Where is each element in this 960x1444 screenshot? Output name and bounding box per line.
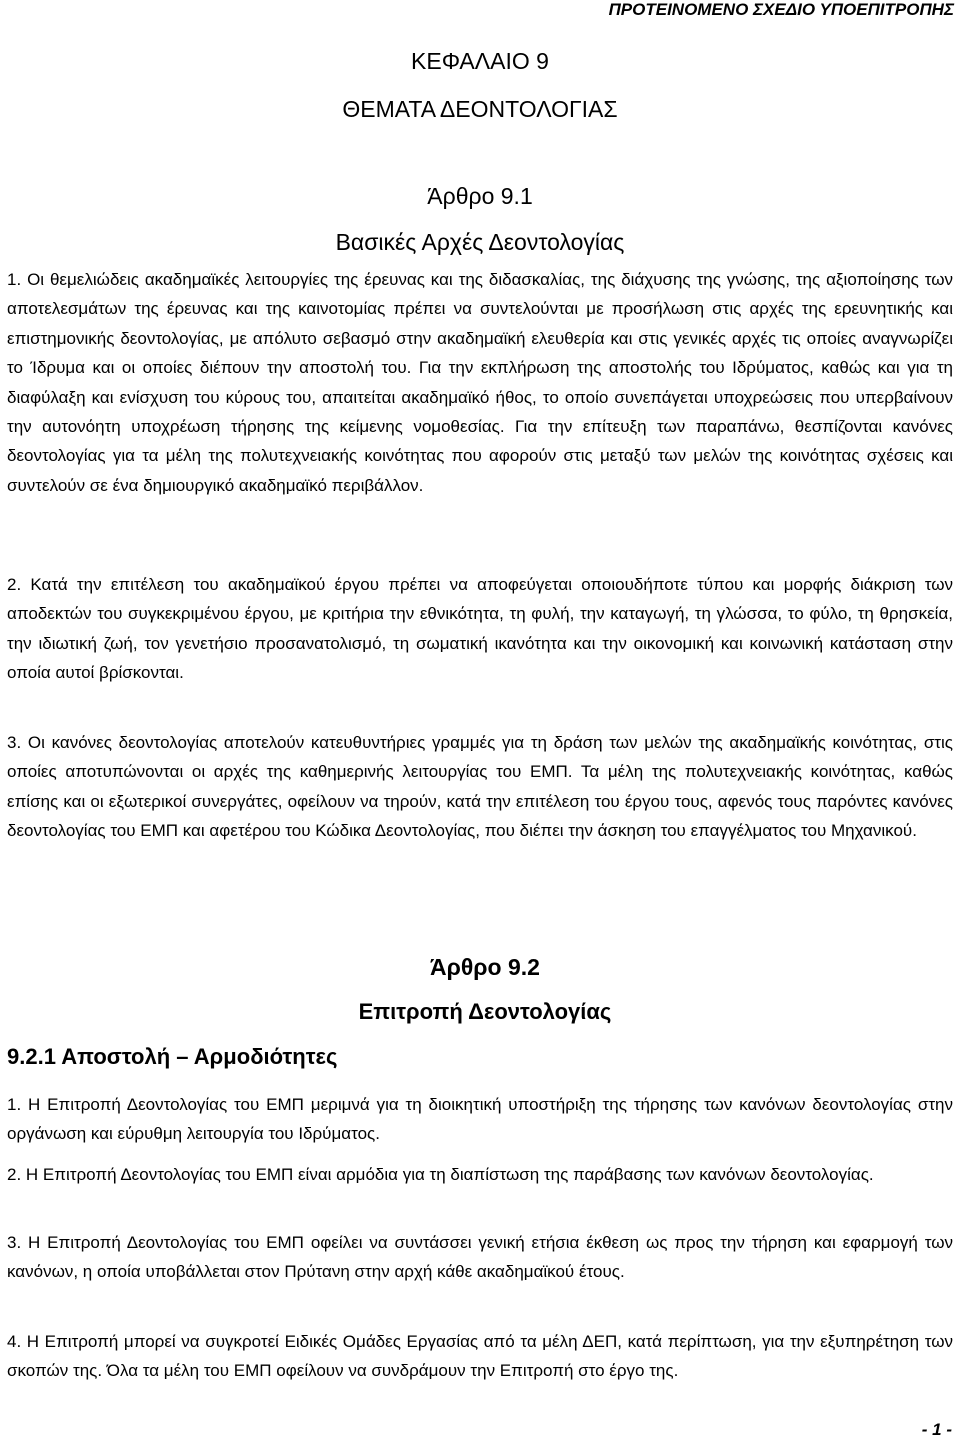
list-item: 4. Η Επιτροπή μπορεί να συγκροτεί Ειδικές Ομάδες Εργασίας από τα μέλη ΔΕΠ, κατά περίπτωση, για την εξυπηρέτηση των σκοπών της. Όλα τα μέλη του ΕΜΠ οφείλουν να συνδράμουν την Επιτροπή στο έργο της. xyxy=(7,1332,953,1381)
article-title: Επιτροπή Δεοντολογίας xyxy=(358,999,612,1024)
list-item: 2. Η Επιτροπή Δεοντολογίας του ΕΜΠ είναι αρμόδια για τη διαπίστωση της παράβασης των κανόνων δεοντολογίας. xyxy=(7,1165,874,1184)
article-paragraph: 2. Κατά την επιτέλεση του ακαδημαϊκού έργου πρέπει να αποφεύγεται οποιουδήποτε τύπου και μορφής διάκριση των αποδεκτών του συγκεκριμένου έργου, με κριτήρια την εθνικότητα, τη φυλή, την καταγωγή, τη γλώσσα, το φύλο, τη θρησκεία, την ιδιωτική ζωή, τον γενετήσιο προσανατολισμό, τη σωματική ικανότητα και την οικονομική και κοινωνική κατάσταση στην οποία αυτοί βρίσκονται. xyxy=(7,575,953,683)
article-number: Άρθρο 9.1 xyxy=(427,183,533,209)
article-title: Βασικές Αρχές Δεοντολογίας xyxy=(335,229,625,255)
article-paragraph: 3. Οι κανόνες δεοντολογίας αποτελούν κατευθυντήριες γραμμές για τη δράση των μελών της ακαδημαϊκής κοινότητας, στις οποίες αποτυπώνονται οι αρχές της καθημερινής λειτουργίας του ΕΜΠ. Τα μέλη της πολυτεχνειακής κοινότητας, καθώς επίσης και οι εξωτερικοί συνεργάτες, οφείλουν να τηρούν, κατά την επιτέλεση του έργου τους, αφενός τους παρόντες κανόνες δεοντολογίας του ΕΜΠ και αφετέρου του Κώδικα Δεοντολογίας, που διέπει την άσκηση του επαγγέλματος του Μηχανικού. xyxy=(7,733,953,841)
document-status-note: ΠΡΟΤΕΙΝΟΜΕΝΟ ΣΧΕΔΙΟ ΥΠΟΕΠΙΤΡΟΠΗΣ xyxy=(608,0,954,19)
page-number: - 1 - xyxy=(921,1420,952,1439)
chapter-title: ΘΕΜΑΤΑ ΔΕΟΝΤΟΛΟΓΙΑΣ xyxy=(342,96,618,122)
article-number: Άρθρο 9.2 xyxy=(430,954,540,980)
list-item: 3. Η Επιτροπή Δεοντολογίας του ΕΜΠ οφείλει να συντάσσει γενική ετήσια έκθεση ως προς την τήρηση και εφαρμογή των κανόνων, η οποία υποβάλλεται στον Πρύτανη στην αρχή κάθε ακαδημαϊκού έτους. xyxy=(7,1233,953,1282)
list-item: 1. Η Επιτροπή Δεοντολογίας του ΕΜΠ μεριμνά για τη διοικητική υποστήριξη της τήρησης των κανόνων δεοντολογίας στην οργάνωση και εύρυθμη λειτουργία του Ιδρύματος. xyxy=(7,1095,953,1144)
section-subheading: 9.2.1 Αποστολή – Αρμοδιότητες xyxy=(7,1044,338,1069)
article-paragraph: 1. Οι θεμελιώδεις ακαδημαϊκές λειτουργίες της έρευνας και της διδασκαλίας, της διάχυσης της γνώσης, της αξιοποίησης των αποτελεσμάτων της έρευνας και της καινοτομίας πρέπει να συντελούνται με προσήλωση στις αρχές της ερευνητικής και επιστημονικής δεοντολογίας, με απόλυτο σεβασμό στην ακαδημαϊκή ελευθερία και στις γενικές αρχές τις οποίες αναγνωρίζει το Ίδρυμα και οι οποίες διέπουν την αποστολή του. Για την εκπλήρωση της αποστολής του Ιδρύματος, καθώς και για τη διαφύλαξη και ενίσχυση του κύρους του, απαιτείται ακαδημαϊκό ήθος, το οποίο συνεπάγεται υποχρεώσεις που υπερβαίνουν την αυτονόητη υποχρέωση τήρησης της κείμενης νομοθεσίας. Για την επίτευξη των παραπάνω, θεσπίζονται κανόνες δεοντολογίας για τα μέλη της πολυτεχνειακής κοινότητας που αφορούν στις μεταξύ των μελών της κοινότητας σχέσεις και συντελούν σε ένα δημιουργικό ακαδημαϊκό περιβάλλον. xyxy=(7,270,953,495)
chapter-number: ΚΕΦΑΛΑΙΟ 9 xyxy=(411,48,549,74)
